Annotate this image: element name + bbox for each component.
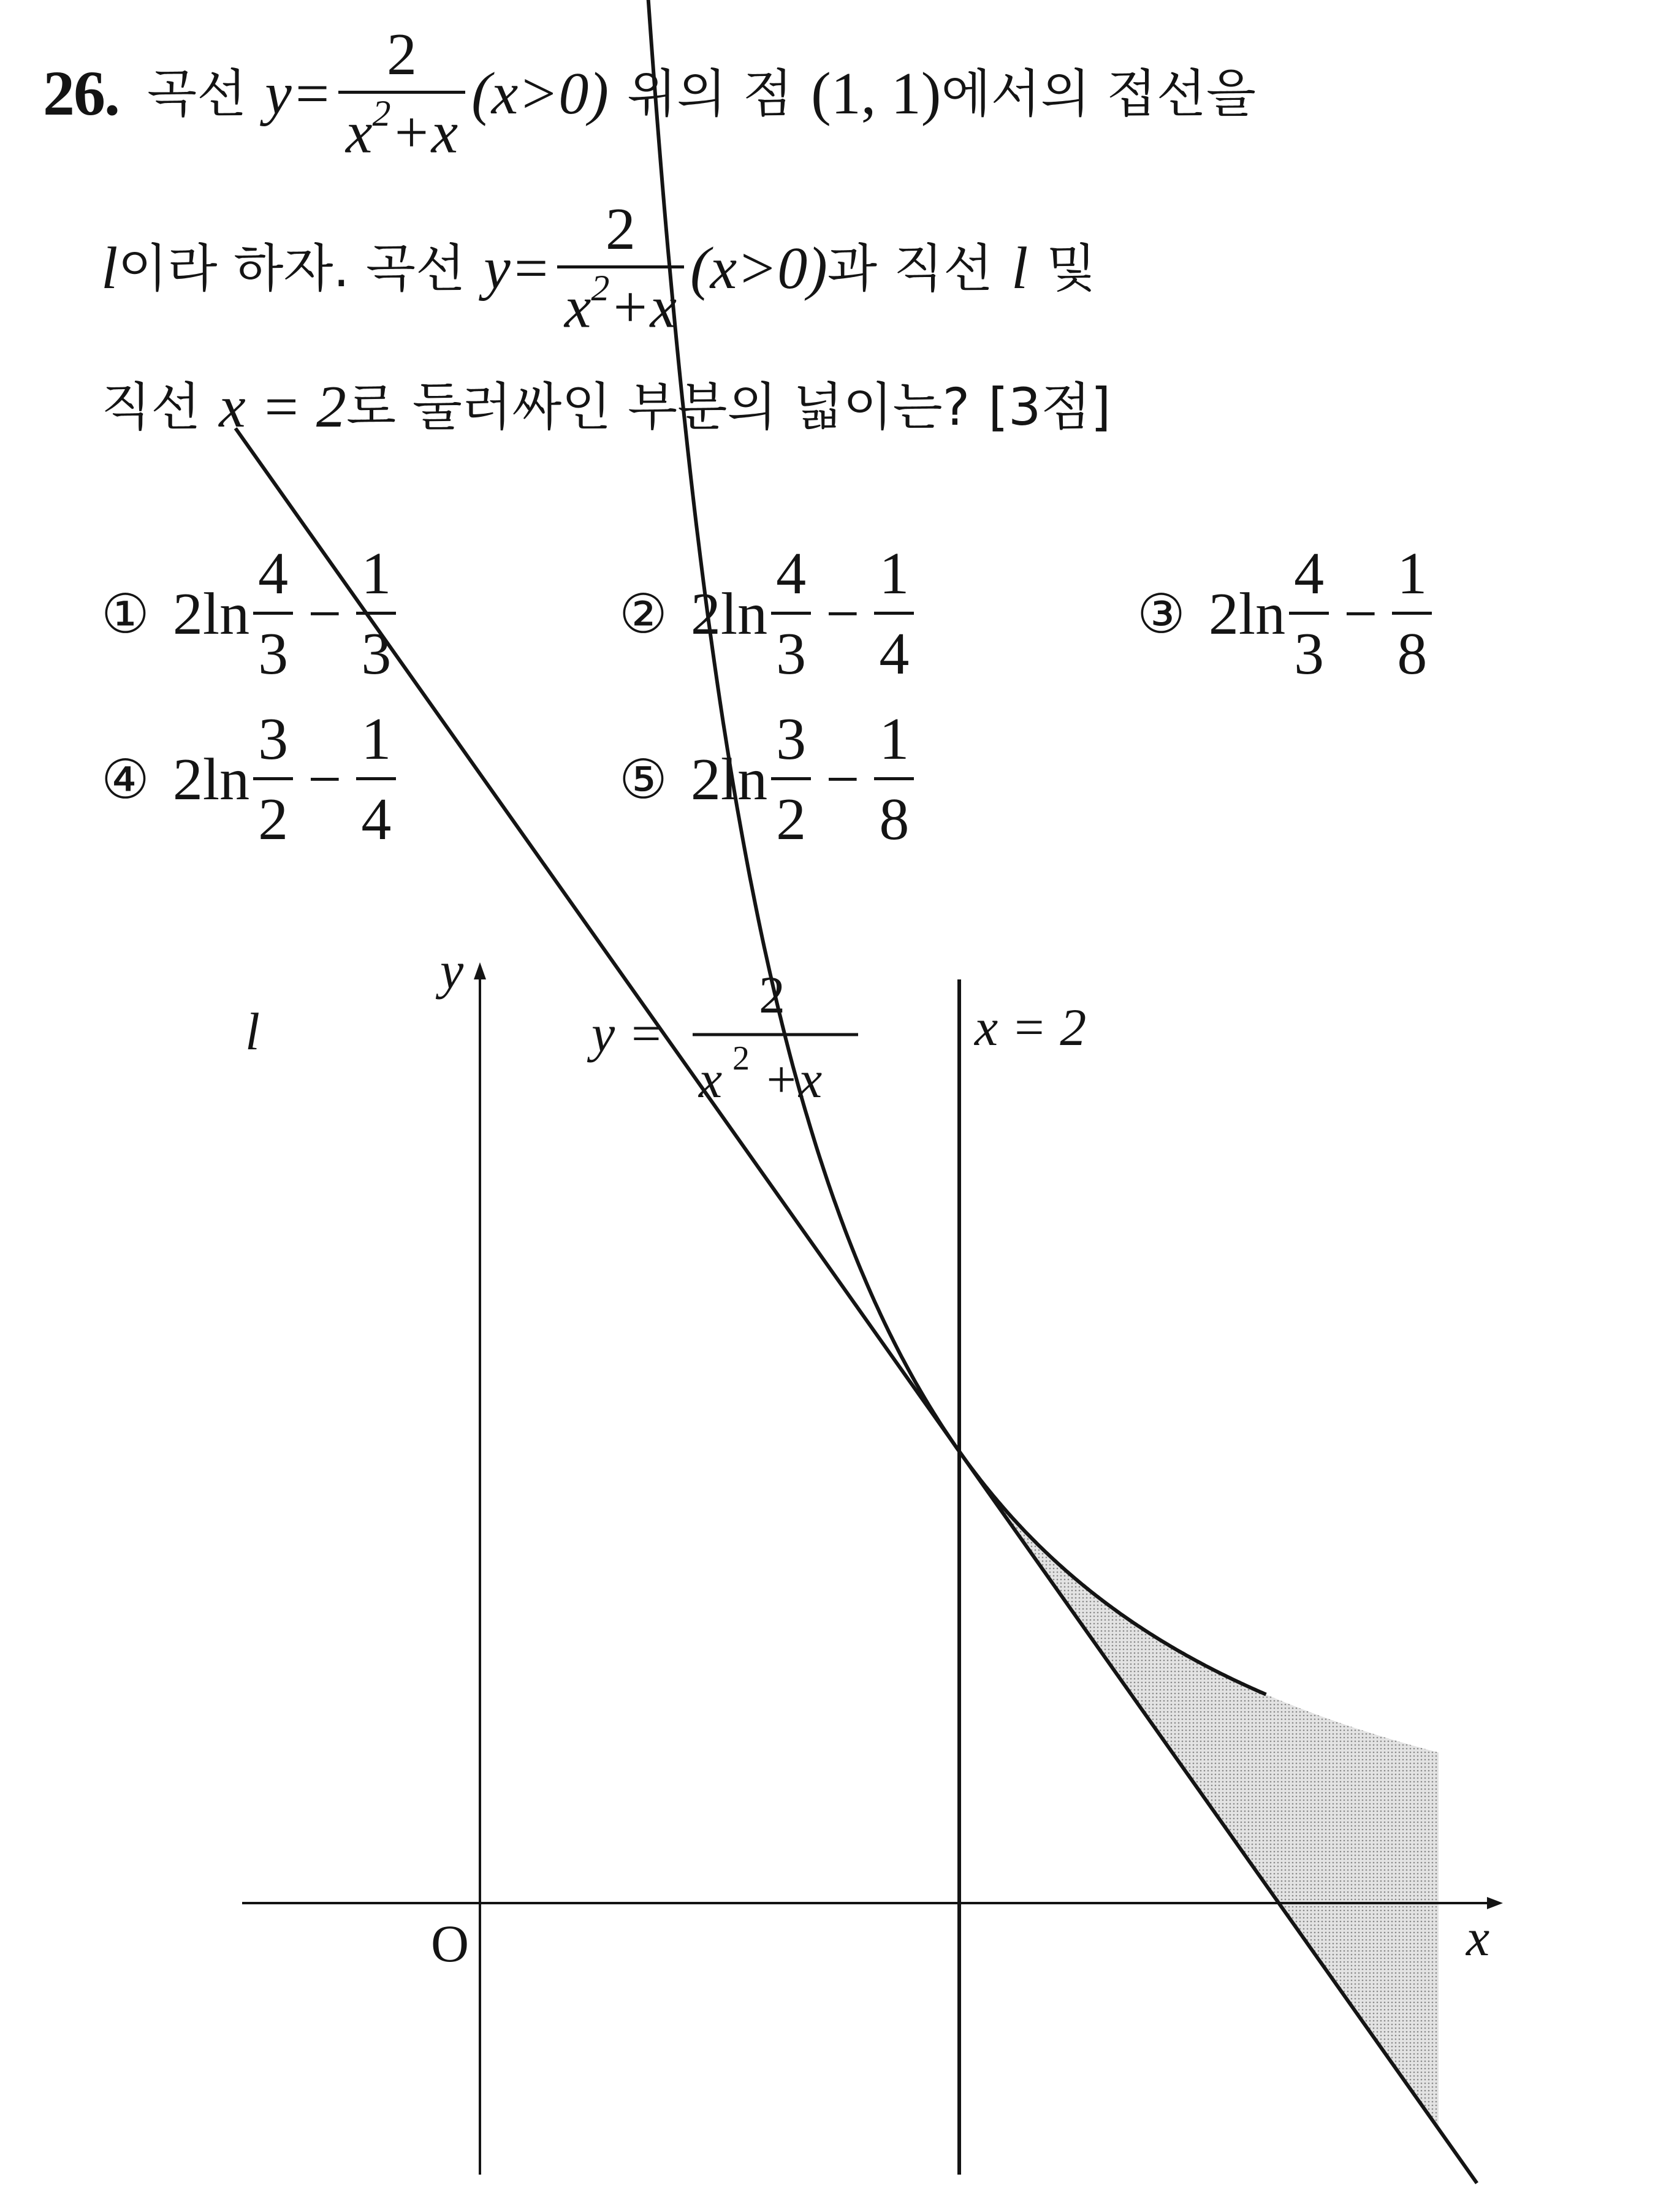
fraction: $\frac{4}{3}$ xyxy=(253,539,293,688)
choice-mark: ⑤ xyxy=(619,748,667,811)
equation: x = 2 xyxy=(219,374,346,440)
svg-text:x: x xyxy=(699,1050,723,1109)
text: 과 직선 xyxy=(827,238,994,298)
fraction: $\frac{1}{4}$ xyxy=(874,539,914,688)
choice-mark: ① xyxy=(101,582,150,645)
tangent-line-l xyxy=(235,428,1477,2183)
fraction: $\frac{4}{3}$ xyxy=(771,539,811,688)
domain: (x>0) xyxy=(690,235,827,302)
choice-2[interactable]: ② 2 ln $\frac{4}{3}$ − $\frac{1}{4}$ xyxy=(619,539,918,688)
label-x-axis: x xyxy=(1466,1908,1490,1967)
text: 위의 점 xyxy=(626,63,793,124)
label-y-axis: y xyxy=(440,941,464,1000)
points-label: [3점] xyxy=(988,377,1111,437)
curve xyxy=(552,0,1266,1695)
domain: (x>0) xyxy=(471,60,609,127)
point: (1, 1) xyxy=(811,60,941,127)
text: 로 둘러싸인 부분의 넓이는? xyxy=(346,377,970,437)
text: 직선 xyxy=(101,377,201,437)
choice-1[interactable]: ① 2 ln $\frac{4}{3}$ − $\frac{1}{3}$ xyxy=(101,539,400,688)
x-axis-arrow xyxy=(1487,1897,1503,1909)
fraction: $\frac{1}{3}$ xyxy=(356,539,396,688)
svg-text:y =: y = xyxy=(591,1004,664,1063)
label-origin: O xyxy=(431,1914,470,1973)
fraction: $\frac{1}{8}$ xyxy=(1392,539,1432,688)
fraction: $\frac{4}{3}$ xyxy=(1289,539,1329,688)
choice-3[interactable]: ③ 2 ln $\frac{4}{3}$ − $\frac{1}{8}$ xyxy=(1137,539,1436,688)
math-lhs: y= xyxy=(484,235,551,302)
vertical-line-label: x = 2 xyxy=(975,998,1087,1057)
fraction: $\frac{1}{4}$ xyxy=(356,705,396,854)
svg-text:+x: +x xyxy=(763,1050,823,1109)
fraction: $\frac{1}{8}$ xyxy=(874,705,914,854)
var-l: l xyxy=(1011,235,1029,302)
var-l: l xyxy=(101,235,118,302)
fraction: $\frac{3}{2}$ xyxy=(253,705,293,854)
text: 및 xyxy=(1046,238,1097,298)
text: 이라 하자. 곡선 xyxy=(118,238,466,298)
curve-label xyxy=(587,965,858,1109)
choice-4[interactable]: ④ 2 ln $\frac{3}{2}$ − $\frac{1}{4}$ xyxy=(101,705,400,854)
choice-5[interactable]: ⑤ 2 ln $\frac{3}{2}$ − $\frac{1}{8}$ xyxy=(619,705,918,854)
text: 곡선 xyxy=(147,63,247,124)
problem-number: 26. xyxy=(43,58,119,129)
fraction-denominator: $x^2+x$ xyxy=(557,265,684,338)
fraction-numerator: 2 xyxy=(605,196,636,262)
svg-text:2: 2 xyxy=(759,965,785,1024)
text: 에서의 접선을 xyxy=(941,63,1256,124)
math-lhs: y= xyxy=(265,60,332,127)
choice-mark: ④ xyxy=(101,748,150,811)
fraction-numerator: 2 xyxy=(387,21,417,88)
choice-mark: ③ xyxy=(1137,582,1185,645)
fraction-denominator: $x^2+x$ xyxy=(338,91,465,163)
choice-mark: ② xyxy=(619,582,667,645)
y-axis-arrow xyxy=(474,962,486,979)
fraction: $\frac{3}{2}$ xyxy=(771,705,811,854)
svg-text:2: 2 xyxy=(732,1039,750,1077)
label-l: l xyxy=(245,1002,260,1061)
